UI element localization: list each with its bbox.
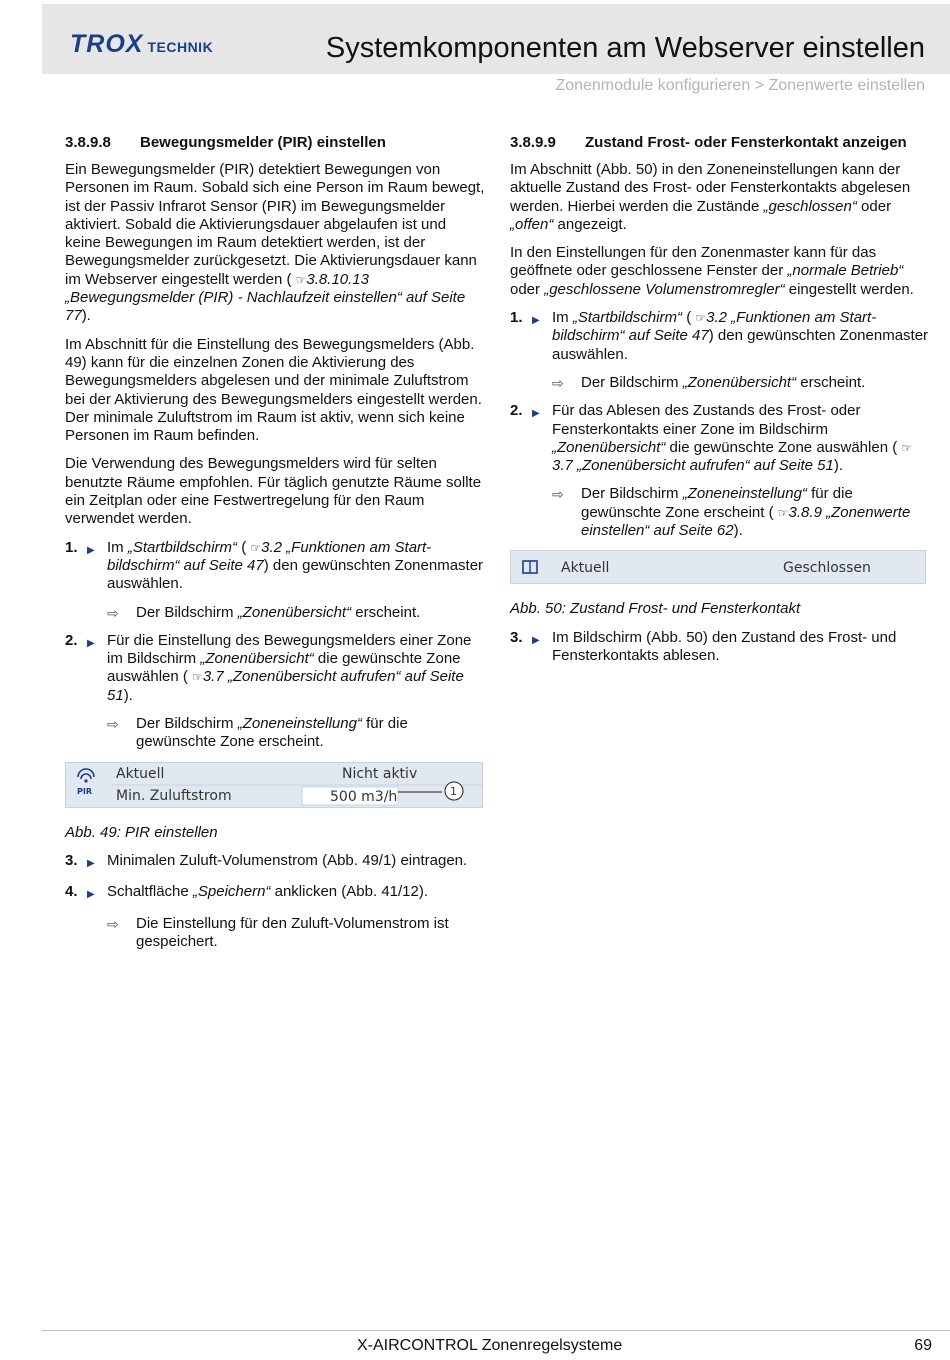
emphasis: „Zonenübersicht“ (200, 650, 314, 668)
trox-logo (70, 30, 213, 59)
step-item (65, 539, 485, 594)
pir-current-label: Aktuell (116, 765, 165, 782)
step-number: 1. (510, 309, 523, 327)
window-contact-icon (517, 553, 547, 583)
emphasis: „normale Betrieb“ (787, 262, 904, 280)
step-item (65, 883, 485, 904)
result-item (552, 485, 930, 540)
text: Der Bildschirm (136, 715, 238, 733)
page-title: Systemkomponenten am Webserver einstellen (325, 32, 925, 64)
arrow-outline-right-icon: ⇨ (107, 915, 119, 932)
figure-caption: Abb. 49: PIR einstellen (65, 823, 218, 841)
hand-pointer-icon: ☞ (250, 540, 262, 555)
heading-number: 3.8.9.9 (510, 134, 556, 151)
result-item (107, 604, 485, 622)
section-heading-frost (510, 134, 930, 151)
text: Für das Ablesen des Zustands des Frost- oder Fensterkontakts einer Zone im Bildschirm (552, 402, 861, 438)
text: die gewünschte Zone auswählen ( (107, 650, 461, 686)
result-text: Die Einstellung für den Zuluft-Volumenstrom ist gespeichert. (136, 914, 449, 950)
paragraph: Im Abschnitt für die Einstellung des Bewegungsmelders (Abb. 49) kann für die einzelnen Zonen die Aktivierung des Bewegungsmelders abgelesen und der minimale Zuluftstrom bei der Aktivierung des Bewegungsmelders eingestellt werden. Der minimale Zuluftstrom im Raum ist aktiv, wenn sich keine Personen im Raum befinden. (65, 335, 482, 445)
frost-contact-screenshot (510, 550, 926, 584)
footer-title: X-AIRCONTROL Zonenregelsysteme (357, 1337, 623, 1354)
arrow-outline-right-icon: ⇨ (552, 374, 564, 391)
emphasis: „Zonenübersicht“ (552, 438, 666, 456)
text: Schaltfläche (107, 883, 193, 901)
arrow-outline-right-icon: ⇨ (552, 486, 564, 503)
cross-reference-link[interactable]: 3.7 „Zonenübersicht aufrufen“ auf Seite 51 (552, 457, 834, 475)
step-number: 2. (510, 402, 523, 420)
step-text: Im Bildschirm (Abb. 50) den Zustand des Frost- und Fensterkontakts ablesen. (552, 628, 897, 664)
paragraph (510, 161, 930, 234)
hand-pointer-icon: ☞ (192, 670, 203, 685)
text: ). (733, 522, 743, 540)
emphasis: „offen“ (510, 215, 554, 233)
arrow-outline-right-icon: ⇨ (107, 604, 119, 621)
heading-text: Zustand Frost- oder Fensterkontakt anzeigen (585, 134, 907, 151)
text: eingestellt werden. (784, 280, 914, 298)
hand-pointer-icon: ☞ (901, 440, 913, 455)
text: oder (510, 280, 545, 298)
text: ( (682, 309, 696, 327)
logo-trox-text: TROX (70, 30, 144, 58)
result-text (581, 485, 930, 540)
step-item (510, 629, 930, 666)
pir-current-value: Nicht aktiv (342, 765, 418, 782)
cross-reference-link[interactable]: 3.7 „Zonenübersicht aufrufen“ auf Seite 51 (107, 668, 464, 704)
emphasis: „Zoneneinstellung“ (237, 715, 362, 733)
text: erscheint. (796, 373, 866, 391)
frost-current-label: Aktuell (561, 560, 610, 577)
result-text (136, 604, 485, 622)
text: ) den gewünschten Zonenmaster auswählen. (107, 556, 484, 593)
triangle-right-icon: ▶ (532, 408, 540, 420)
hand-pointer-icon: ☞ (695, 311, 707, 326)
text: Der Bildschirm (581, 373, 683, 391)
step-number: 3. (510, 628, 523, 646)
cross-reference-link[interactable]: 3.8.9 „Zonenwerte einstellen“ auf Seite 62 (581, 503, 911, 540)
cross-reference-link[interactable]: 3.2 „Funktionen am Startbildschirm“ auf Seite 47 (552, 309, 877, 345)
text: für die gewünschte Zone erscheint. (136, 715, 408, 751)
cross-reference-link[interactable]: 3.2 „Funktionen am Startbildschirm“ auf Seite 47 (107, 538, 432, 574)
step-text (107, 632, 485, 705)
step-item (65, 632, 485, 705)
text: für die gewünschte Zone erscheint ( (581, 485, 853, 521)
text: Ein Bewegungsmelder (PIR) detektiert Bewegungen von Personen im Raum. Sobald sich eine Person im Raum bewegt, ist der Passiv Infrarot Sensor (PIR) im Bewegungsmelder aktiviert. Sobald die Aktivierungsdauer abgelaufen ist und keine Bewegungen im Raum detektiert werden, ist der Bewegungsmelder zurückgesetzt. Die Aktivierungsdauer kann im Webserver eingestellt werden ( (65, 161, 485, 288)
pir-min-airflow-label: Min. Zuluftstrom (116, 787, 232, 804)
text: erscheint. (351, 603, 421, 621)
text: Im (552, 309, 573, 327)
hand-pointer-icon: ☞ (295, 272, 307, 287)
text: angezeigt. (553, 215, 627, 233)
frost-current-value: Geschlossen (783, 560, 871, 577)
text: ) den gewünschten Zonenmaster auswählen. (552, 327, 929, 363)
breadcrumb: Zonenmodule konfigurieren > Zonenwerte einstellen (555, 77, 925, 94)
callout-number: 1 (450, 784, 457, 798)
result-text (581, 374, 930, 392)
emphasis: „Zonenübersicht“ (682, 373, 797, 391)
step-text (107, 539, 485, 594)
heading-number: 3.8.9.8 (65, 134, 111, 151)
step-number: 4. (65, 883, 78, 901)
paragraph (510, 244, 930, 299)
text: ). (833, 457, 844, 475)
result-item (107, 715, 485, 752)
emphasis: „Speichern“ (192, 883, 271, 901)
cross-reference-link[interactable]: 3.8.10.13 „Bewegungsmelder (PIR) - Nachlaufzeit einstellen“ auf Seite 77 (65, 270, 466, 325)
triangle-right-icon: ▶ (87, 889, 95, 901)
text: ). (81, 307, 91, 325)
pir-icon-label: PIR (77, 786, 92, 796)
emphasis: „Zoneneinstellung“ (682, 485, 807, 503)
page-number: 69 (914, 1337, 932, 1354)
step-number: 3. (65, 851, 78, 869)
text: ). (123, 686, 133, 704)
text: die gewünschte Zone auswählen ( (665, 438, 902, 456)
step-item (65, 852, 485, 873)
pir-settings-screenshot (65, 762, 483, 808)
emphasis: „Zonenübersicht“ (237, 603, 352, 621)
text: Der Bildschirm (581, 485, 683, 503)
text: Der Bildschirm (136, 603, 238, 621)
step-number: 1. (65, 538, 78, 556)
step-text (552, 402, 930, 475)
section-heading-pir (65, 134, 485, 151)
triangle-right-icon: ▶ (532, 315, 540, 327)
text: Im Abschnitt (Abb. 50) in den Zoneneinstellungen kann der aktuelle Zustand des Frost- oder Fensterkontakts abgelesen werden. Hierbei werden die Zustände (510, 161, 911, 215)
emphasis: „geschlossene Volumenstromregler“ (544, 280, 785, 298)
result-item (107, 915, 485, 952)
text: In den Einstellungen für den Zonenmaster kann für das geöffnete oder geschlossene Fenster der (510, 244, 877, 280)
result-text (136, 715, 485, 752)
pir-sensor-icon (78, 769, 94, 783)
text: anklicken (Abb. 41/12). (270, 883, 429, 901)
result-item (552, 374, 930, 392)
emphasis: „Startbildschirm“ (127, 538, 238, 556)
triangle-right-icon: ▶ (532, 634, 540, 646)
heading-text: Bewegungsmelder (PIR) einstellen (140, 134, 386, 151)
footer-divider (42, 1330, 950, 1331)
step-text: Minimalen Zuluft-Volumenstrom (Abb. 49/1) eintragen. (107, 851, 468, 869)
emphasis: „geschlossen“ (763, 197, 857, 215)
step-number: 2. (65, 631, 78, 649)
logo-technik-text: TECHNIK (147, 39, 214, 55)
emphasis: „Startbildschirm“ (572, 309, 683, 327)
paragraph: Die Verwendung des Bewegungsmelders wird für selten benutzte Räume empfohlen. Für täglich genutzte Räume sollte ein Zeitplan oder eine Festwertregelung für den Raum verwendet werden. (65, 455, 482, 528)
triangle-right-icon: ▶ (87, 637, 95, 649)
paragraph (65, 161, 485, 326)
figure-caption: Abb. 50: Zustand Frost- und Fensterkontakt (510, 600, 801, 618)
text: Im (107, 538, 128, 556)
triangle-right-icon: ▶ (87, 544, 95, 556)
step-text (552, 309, 930, 364)
text: oder (856, 197, 892, 215)
step-item (510, 402, 930, 475)
text: Für die Einstellung des Bewegungsmelders einer Zone im Bildschirm (107, 631, 472, 668)
text: ( (237, 538, 251, 556)
triangle-right-icon: ▶ (87, 857, 95, 869)
pir-min-airflow-value[interactable]: 500 m3/h (330, 788, 398, 805)
hand-pointer-icon: ☞ (777, 505, 789, 520)
step-text (107, 883, 485, 904)
arrow-outline-right-icon: ⇨ (107, 716, 119, 733)
right-column (510, 134, 930, 675)
step-item (510, 309, 930, 364)
left-column (65, 134, 485, 961)
